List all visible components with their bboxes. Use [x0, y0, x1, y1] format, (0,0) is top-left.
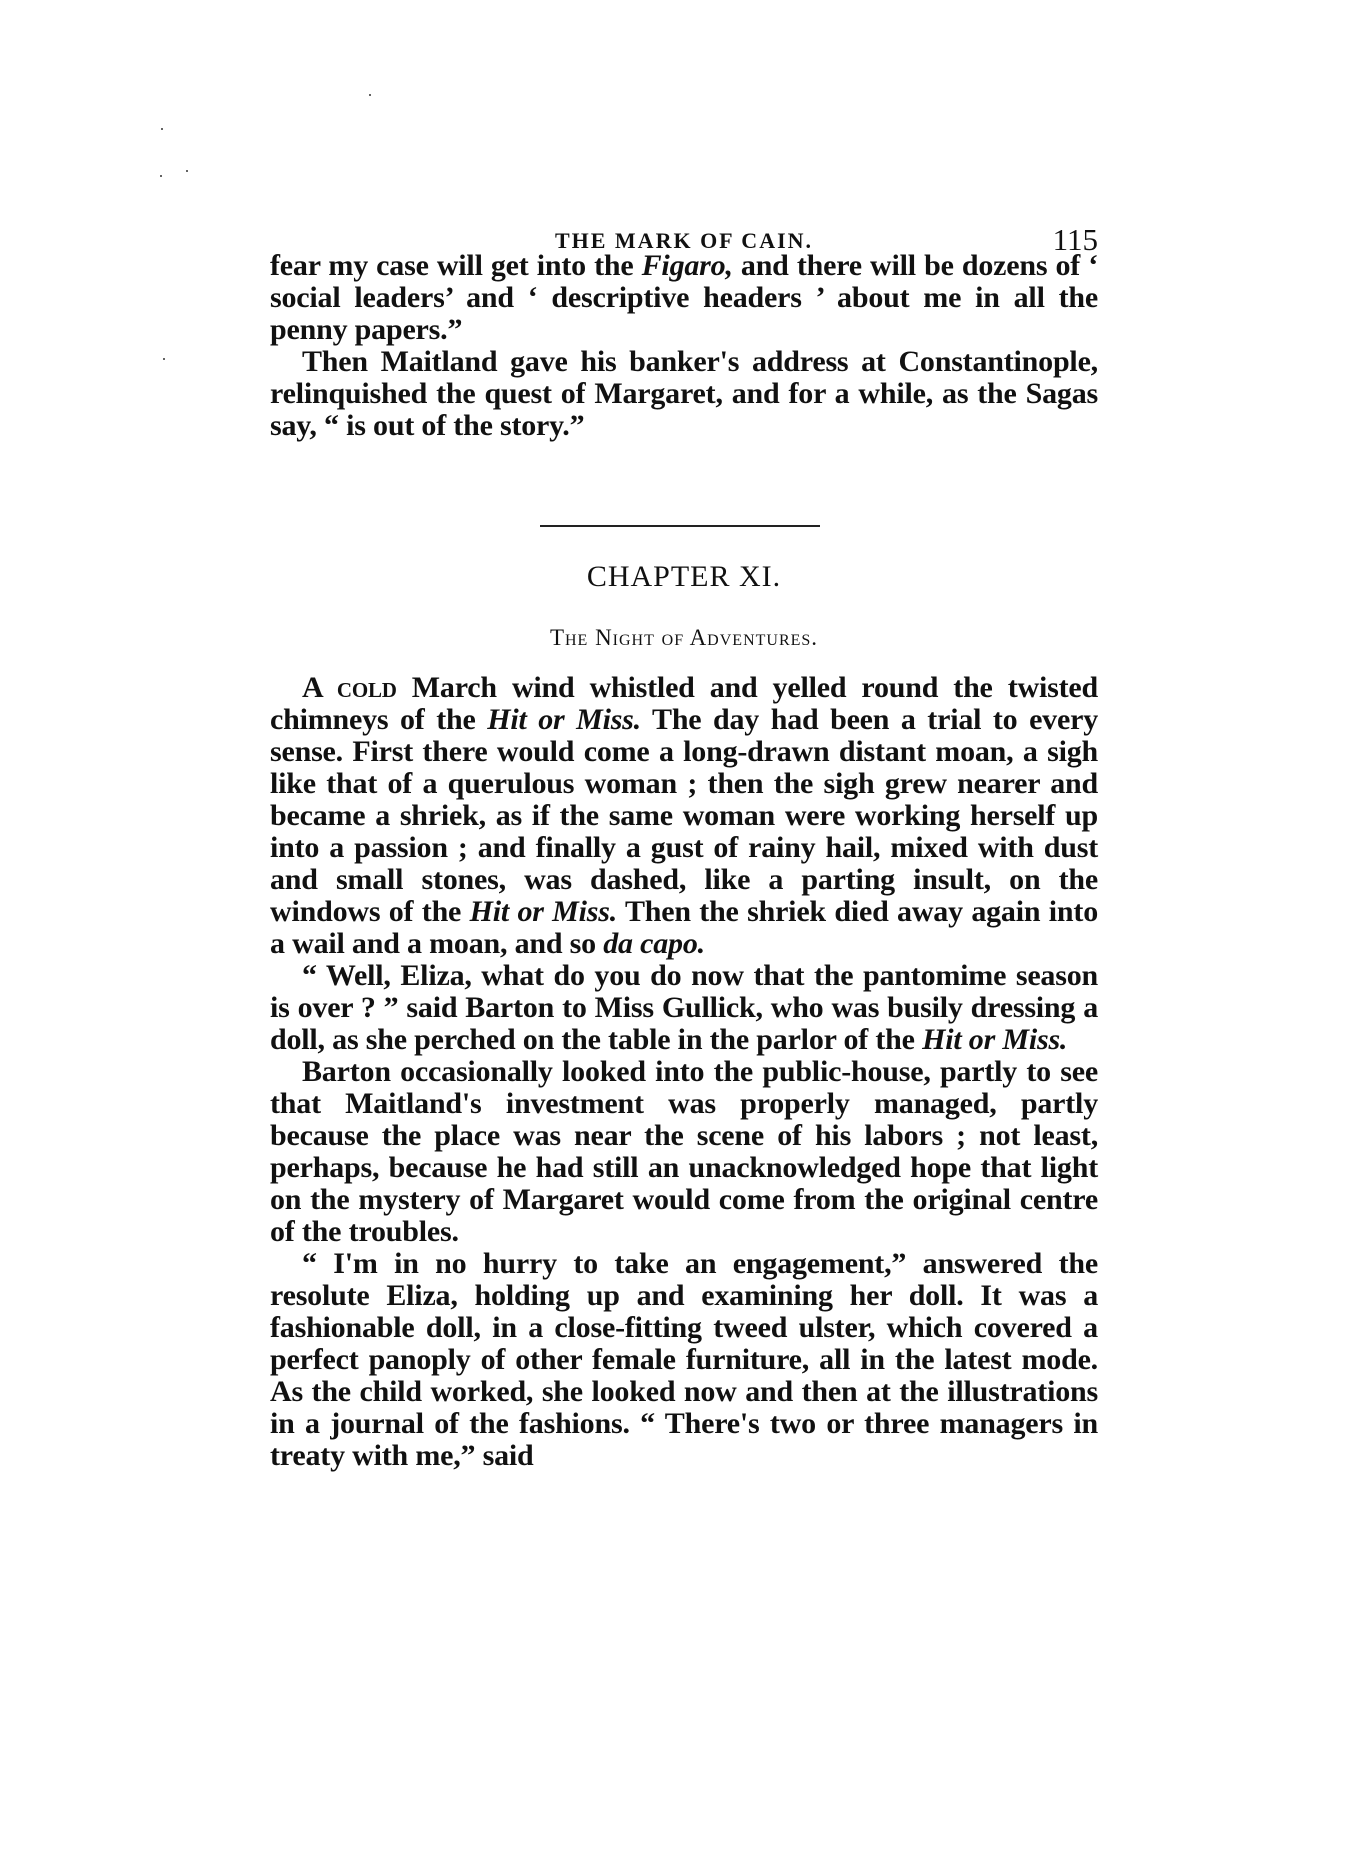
section-divider: [540, 525, 820, 527]
text-run: Then Maitland gave his banker's address at Constantinople, relinquished the quest of Margaret, and for a while, as the Sagas say, “ is out of the story.”: [270, 345, 1098, 442]
paragraph: [270, 672, 1098, 960]
text-block-top: [270, 250, 1098, 442]
paragraph: [270, 960, 1098, 1056]
paragraph: [270, 1248, 1098, 1472]
page-number: 115: [1052, 222, 1098, 257]
paragraph: [270, 1056, 1098, 1248]
text-run: The day had been a trial to every sense. First there would come a long-drawn distant moan, a sigh like that of a querulous woman ; then the sigh grew nearer and became a shriek, as if the same woman were working herself up into a passion ; and finally a gust of rainy hail, mixed with dust and small stones, was dashed, like a parting insult, on the windows of the: [270, 703, 1099, 928]
text-run: A: [302, 671, 337, 704]
chapter-heading: CHAPTER XI.: [586, 560, 782, 593]
text-run: “ I'm in no hurry to take an engagement,” answered the resolute Eliza, holding up and examining her doll. It was a fashionable doll, in a close-fitting tweed ulster, which covered a perfect panoply of other female furniture, all in the latest mode. As the child worked, she looked now and then at the illustrations in a journal of the fashions. “ There's two or three managers in treaty with me,” said: [270, 1247, 1098, 1472]
text-run: Then the shriek died away again into a wail and a moan, and so: [270, 895, 1098, 960]
text-run: and there will be dozens of ‘ social leaders’ and ‘ descriptive headers ’ about me in all the penny papers.”: [270, 249, 1098, 346]
paragraph: [270, 346, 1098, 442]
italic-run: Figaro,: [641, 249, 733, 282]
italic-run: Hit or Miss.: [487, 703, 641, 736]
chapter-subtitle: The Night of Adventures.: [549, 625, 819, 650]
text-run: March wind whistled and yelled round the twisted chimneys of the: [270, 671, 1098, 736]
small-caps-run: cold: [336, 671, 397, 704]
italic-run: Hit or Miss.: [922, 1023, 1068, 1056]
text-run: fear my case will get into the: [270, 249, 642, 282]
running-title: THE MARK OF CAIN.: [554, 228, 814, 253]
paragraph: [270, 250, 1098, 346]
italic-run: Hit or Miss.: [469, 895, 618, 928]
text-run: “ Well, Eliza, what do you do now that the pantomime season is over ? ” said Barton to Miss Gullick, who was busily dressing a doll, as she perched on the table in the parlor of the: [270, 959, 1098, 1056]
text-block-body: [270, 672, 1098, 1472]
italic-run: da capo.: [603, 927, 705, 960]
text-run: Barton occasionally looked into the public-house, partly to see that Maitland's investment was properly managed, partly because the place was near the scene of his labors ; not least, perhaps, because he had still an unacknowledged hope that light on the mystery of Margaret would come from the original centre of the troubles.: [270, 1055, 1098, 1248]
